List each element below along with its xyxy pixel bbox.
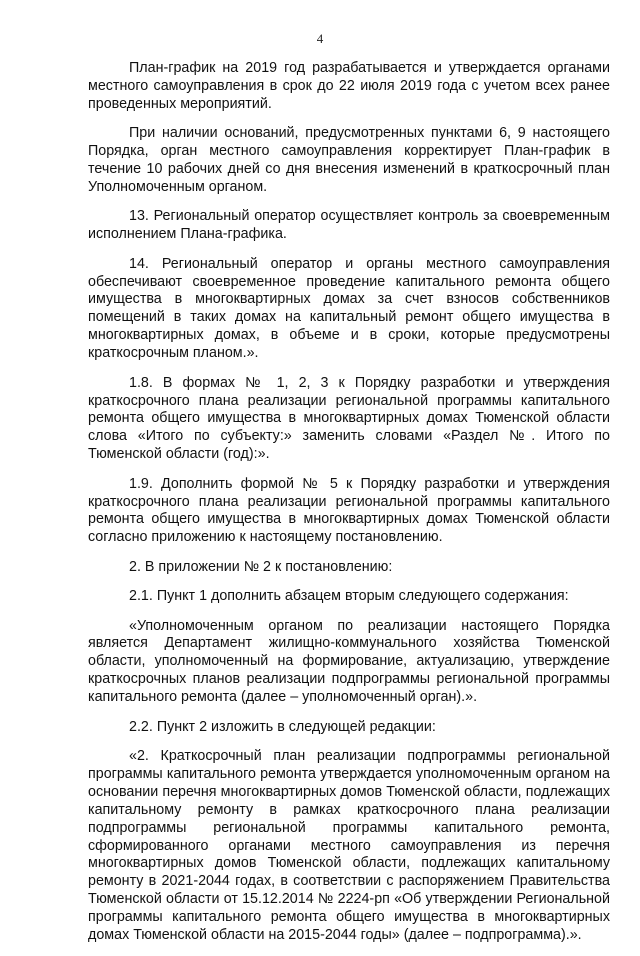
paragraph-item-2-1: 2.1. Пункт 1 дополнить абзацем вторым следующего содержания: <box>129 588 569 605</box>
paragraph-grounds-correction: При наличии оснований, предусмотренных пунктами 6, 9 настоящего Порядка, орган местного самоуправления корректирует План-график в течение 10 рабочих дней со дня внесения изменений в краткосрочный план Уполномоченным органом. <box>88 125 610 195</box>
paragraph-item-2: 2. В приложении № 2 к постановлению: <box>129 558 393 575</box>
paragraph-item-1-8: 1.8. В формах № 1, 2, 3 к Порядку разработки и утверждения краткосрочного плана реализации региональной программы капитального ремонта общего имущества в многоквартирных домах Тюменской области слова «Итого по субъекту:» заменить словами «Раздел №. Итого по Тюменской области (год):». <box>88 374 610 463</box>
page-number: 4 <box>316 31 324 46</box>
paragraph-short-term-plan: «2. Краткосрочный план реализации подпрограммы региональной программы капитального ремонта утверждается уполномоченным органом на основании перечня многоквартирных домов Тюменской области, подлежащих капитальному ремонту в рамках краткосрочного плана реализации подпрограммы региональной программы капитального ремонта, сформированного органами местного самоуправления из перечня многоквартирных домов Тюменской области, подлежащих капитальному ремонту в 2021-2044 годах, в соответствии с распоряжением Правительства Тюменской области от 15.12.2014 № 2224-рп «Об утверждении Региональной программы капитального ремонта общего имущества в многоквартирных домах Тюменской области на 2015-2044 годы» (далее – подпрограмма).». <box>88 748 610 944</box>
paragraph-item-13: 13. Региональный оператор осуществляет контроль за своевременным исполнением Плана-графика. <box>88 208 610 243</box>
paragraph-item-2-2: 2.2. Пункт 2 изложить в следующей редакции: <box>129 718 436 735</box>
paragraph-plan-2019: План-график на 2019 год разрабатывается и утверждается органами местного самоуправления в срок до 22 июля 2019 года с учетом всех ранее проведенных мероприятий. <box>88 60 610 112</box>
paragraph-item-14: 14. Региональный оператор и органы местного самоуправления обеспечивают своевременное проведение капитального ремонта общего имущества в многоквартирных домах за счет взносов собственников помещений в таких домах на капитальный ремонт общего имущества в многоквартирных домах, в объеме и в сроки, которые предусмотрены краткосрочным планом.». <box>88 255 610 362</box>
document-body <box>88 60 610 956</box>
paragraph-authorized-body: «Уполномоченным органом по реализации настоящего Порядка является Департамент жилищно-коммунального хозяйства Тюменской области, уполномоченный на формирование, актуализацию, утверждение краткосрочных планов реализации подпрограммы региональной программы капитального ремонта (далее – уполномоченный орган).». <box>88 617 610 706</box>
paragraph-item-1-9: 1.9. Дополнить формой № 5 к Порядку разработки и утверждения краткосрочного плана реализации региональной программы капитального ремонта общего имущества в многоквартирных домах Тюменской области согласно приложению к настоящему постановлению. <box>88 475 610 546</box>
